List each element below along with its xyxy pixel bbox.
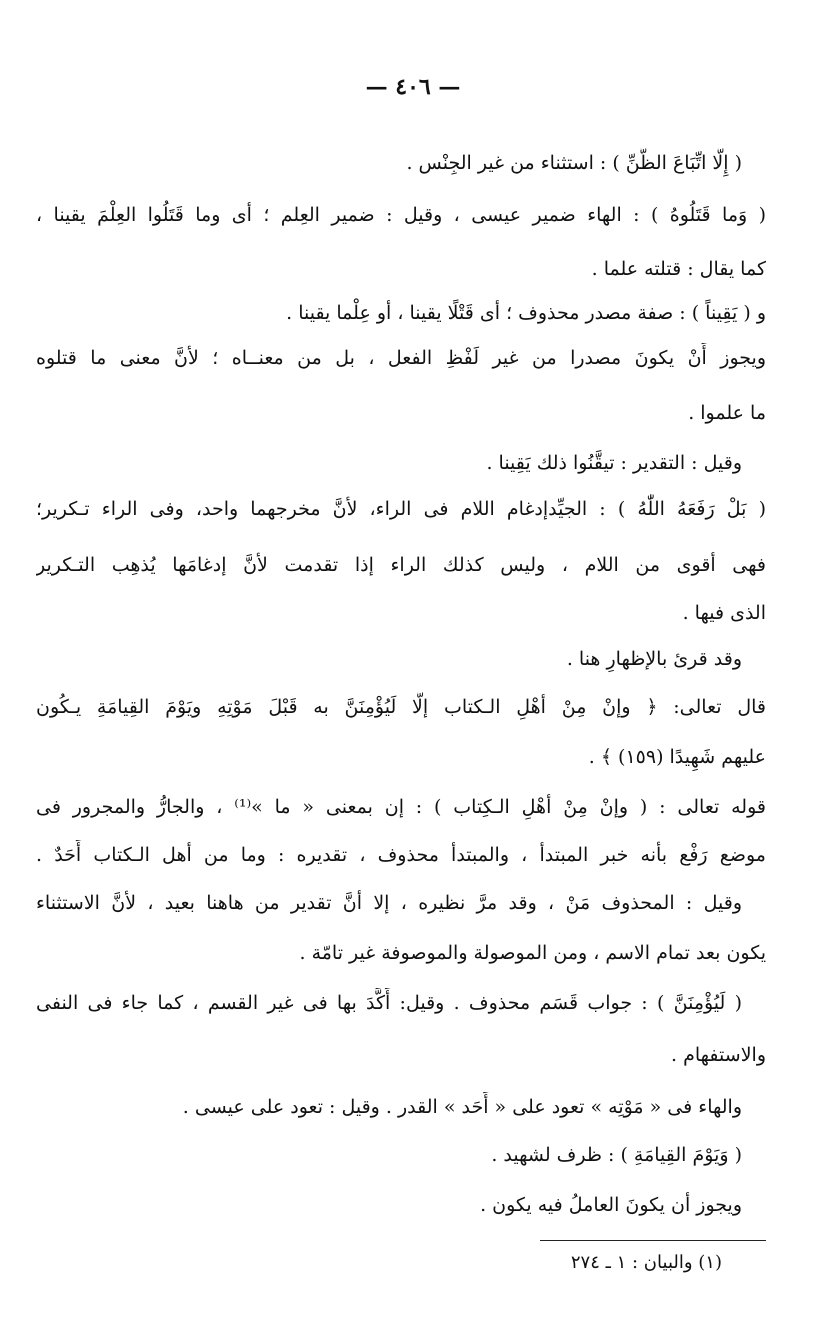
text-line: والهاء فى « مَوْتِه » تعود على « أَحَد » القدر . وقيل : تعود على عيسى .	[182, 1096, 742, 1118]
text-line: وقيل : التقدير : تيقَّنُوا ذلك يَقِينا .	[486, 452, 742, 474]
text-line: عليهم شَهِيدًا (١٥٩) ﴾ .	[588, 746, 766, 768]
page-number: — ٤٠٦ —	[365, 74, 461, 100]
text-line: ما علموا .	[688, 402, 766, 424]
text-line: ( وَما قَتَلُوهُ ) : الهاء ضمير عيسى ، وقيل : ضمير العِلم ؛ أى وما قَتَلُوا العِلْمَ يقينا ،	[36, 204, 766, 226]
text-line: الذى فيها .	[682, 602, 766, 624]
text-line: يكون بعد تمام الاسم ، ومن الموصولة والموصوفة غير تامّة .	[299, 942, 766, 964]
footnote-divider	[540, 1240, 766, 1241]
text-line: ( بَلْ رَفَعَهُ اللّٰهُ ) : الجيِّدإدغام اللام فى الراء، لأنَّ مخرجهما واحد، وفى الراء تـكرير؛	[36, 498, 766, 520]
text-line: موضع رَفْع بأنه خبر المبتدأ ، والمبتدأ محذوف ، تقديره : وما من أهل الـكتاب أَحَدٌ .	[36, 844, 766, 866]
text-line: فهى أقوى من اللام ، وليس كذلك الراء إذا تقدمت لأنَّ إدغامَها يُذهِب التـكرير	[36, 554, 766, 576]
text-line: وقيل : المحذوف مَنْ ، وقد مرَّ نظيره ، إلا أنَّ تقدير من هاهنا بعيد ، لأنَّ الاستثناء	[36, 892, 742, 914]
text-line: ( لَيُؤْمِنَنَّ ) : جواب قَسَم محذوف . وقيل: أَكَّدَ بها فى غير القسم ، كما جاء فى النفى	[36, 992, 742, 1014]
text-line: ( إِلَّا اتِّبَاعَ الظَّنِّ ) : استثناء من غير الجِنْس .	[406, 152, 742, 174]
text-line: ويجوز أَنْ يكونَ مصدرا من غير لَفْظِ الفعل ، بل من معنــاه ؛ لأنَّ معنى ما قتلوه	[36, 347, 766, 369]
text-line: قوله تعالى : ( وإنْ مِنْ أهْلِ الـكِتاب ) : إن بمعنى « ما »⁽¹⁾ ، والجارُّ والمجرور فى	[36, 796, 766, 818]
text-line: والاستفهام .	[671, 1044, 766, 1066]
text-line: قال تعالى: ﴿ وإنْ مِنْ أهْلِ الـكتاب إلَّا لَيُؤْمِنَنَّ به قَبْلَ مَوْتِهِ ويَوْمَ القِيامَةِ يـكُون	[36, 696, 766, 718]
text-line: وقد قرئ بالإظهارِ هنا .	[566, 648, 742, 670]
text-line: ويجوز أن يكونَ العاملُ فيه يكون .	[480, 1194, 742, 1216]
text-line: ( وَيَوْمَ القِيامَةِ ) : ظرف لشهيد .	[491, 1144, 742, 1166]
text-line: كما يقال : قتلته علما .	[591, 258, 766, 280]
footnote: (١) والبيان : ١ ـ ٢٧٤	[570, 1252, 722, 1273]
text-line: و ( يَقِيناً ) : صفة مصدر محذوف ؛ أى قَتْلًا يقينا ، أو عِلْما يقينا .	[286, 302, 766, 324]
